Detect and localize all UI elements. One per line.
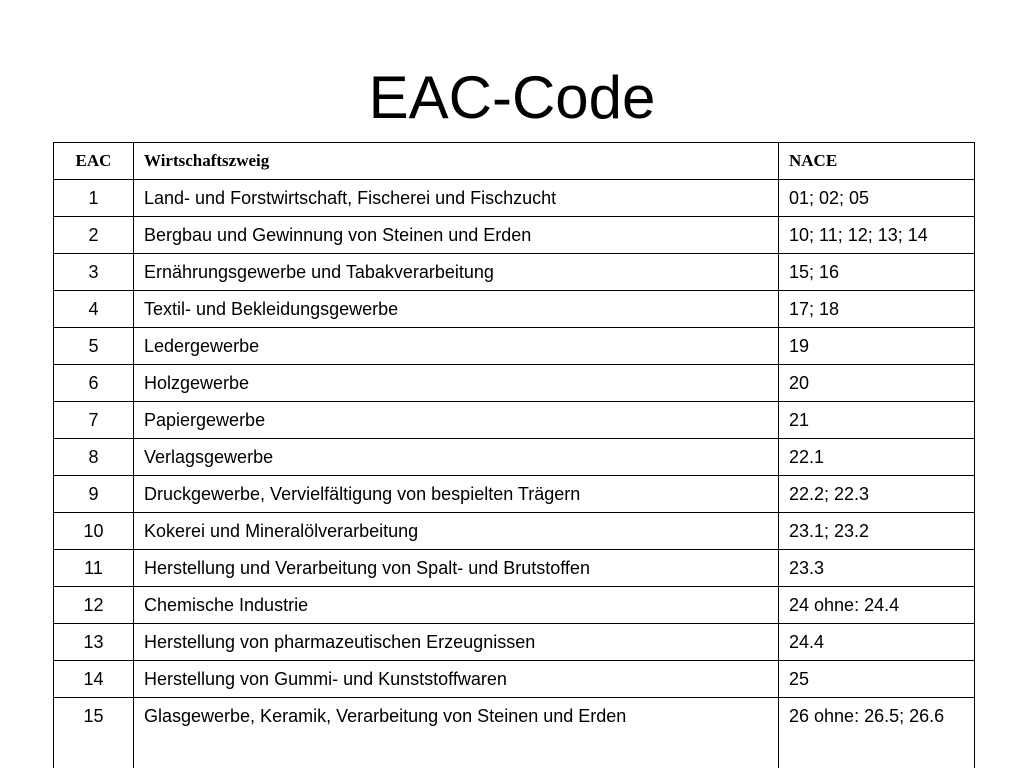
cell-sector: Chemische Industrie xyxy=(134,587,779,624)
cell-eac: 1 xyxy=(54,180,134,217)
cell-sector: Herstellung von pharmazeutischen Erzeugnissen xyxy=(134,624,779,661)
cell-eac: 8 xyxy=(54,439,134,476)
table-row xyxy=(54,661,975,698)
cell-nace: 26 ohne: 26.5; 26.6 xyxy=(779,698,975,768)
cell-nace: 25 xyxy=(779,661,975,698)
cell-sector: Verlagsgewerbe xyxy=(134,439,779,476)
cell-sector: Ledergewerbe xyxy=(134,328,779,365)
table-row xyxy=(54,698,975,768)
cell-sector: Bergbau und Gewinnung von Steinen und Erden xyxy=(134,217,779,254)
page-title: EAC-Code xyxy=(368,64,656,131)
cell-eac: 5 xyxy=(54,328,134,365)
table-row xyxy=(54,550,975,587)
cell-nace: 19 xyxy=(779,328,975,365)
cell-eac: 13 xyxy=(54,624,134,661)
cell-eac: 14 xyxy=(54,661,134,698)
cell-nace: 21 xyxy=(779,402,975,439)
cell-nace: 15; 16 xyxy=(779,254,975,291)
cell-sector: Land- und Forstwirtschaft, Fischerei und Fischzucht xyxy=(134,180,779,217)
cell-nace: 24.4 xyxy=(779,624,975,661)
cell-sector: Holzgewerbe xyxy=(134,365,779,402)
cell-eac: 9 xyxy=(54,476,134,513)
cell-sector: Papiergewerbe xyxy=(134,402,779,439)
table-row xyxy=(54,180,975,217)
table-row xyxy=(54,624,975,661)
cell-nace: 20 xyxy=(779,365,975,402)
cell-sector: Herstellung von Gummi- und Kunststoffwaren xyxy=(134,661,779,698)
cell-nace: 23.3 xyxy=(779,550,975,587)
cell-sector: Kokerei und Mineralölverarbeitung xyxy=(134,513,779,550)
cell-sector: Glasgewerbe, Keramik, Verarbeitung von Steinen und Erden xyxy=(134,698,779,768)
cell-eac: 4 xyxy=(54,291,134,328)
cell-nace: 01; 02; 05 xyxy=(779,180,975,217)
table-row xyxy=(54,476,975,513)
table-row xyxy=(54,587,975,624)
header-nace: NACE xyxy=(779,143,975,180)
cell-eac: 15 xyxy=(54,698,134,768)
cell-sector: Ernährungsgewerbe und Tabakverarbeitung xyxy=(134,254,779,291)
table-row xyxy=(54,402,975,439)
cell-nace: 22.1 xyxy=(779,439,975,476)
cell-nace: 24 ohne: 24.4 xyxy=(779,587,975,624)
table-header-row xyxy=(54,143,975,180)
cell-nace: 23.1; 23.2 xyxy=(779,513,975,550)
cell-sector: Druckgewerbe, Vervielfältigung von bespielten Trägern xyxy=(134,476,779,513)
cell-eac: 6 xyxy=(54,365,134,402)
table-row xyxy=(54,254,975,291)
cell-eac: 3 xyxy=(54,254,134,291)
table-row xyxy=(54,217,975,254)
cell-nace: 17; 18 xyxy=(779,291,975,328)
cell-eac: 7 xyxy=(54,402,134,439)
cell-nace: 22.2; 22.3 xyxy=(779,476,975,513)
cell-eac: 12 xyxy=(54,587,134,624)
cell-sector: Textil- und Bekleidungsgewerbe xyxy=(134,291,779,328)
cell-sector: Herstellung und Verarbeitung von Spalt- und Brutstoffen xyxy=(134,550,779,587)
cell-eac: 11 xyxy=(54,550,134,587)
eac-table xyxy=(53,142,975,768)
header-eac: EAC xyxy=(54,143,134,180)
cell-nace: 10; 11; 12; 13; 14 xyxy=(779,217,975,254)
header-sector: Wirtschaftszweig xyxy=(134,143,779,180)
table-row xyxy=(54,513,975,550)
cell-eac: 10 xyxy=(54,513,134,550)
table-row xyxy=(54,291,975,328)
table-row xyxy=(54,439,975,476)
table-row xyxy=(54,365,975,402)
table-row xyxy=(54,328,975,365)
cell-eac: 2 xyxy=(54,217,134,254)
